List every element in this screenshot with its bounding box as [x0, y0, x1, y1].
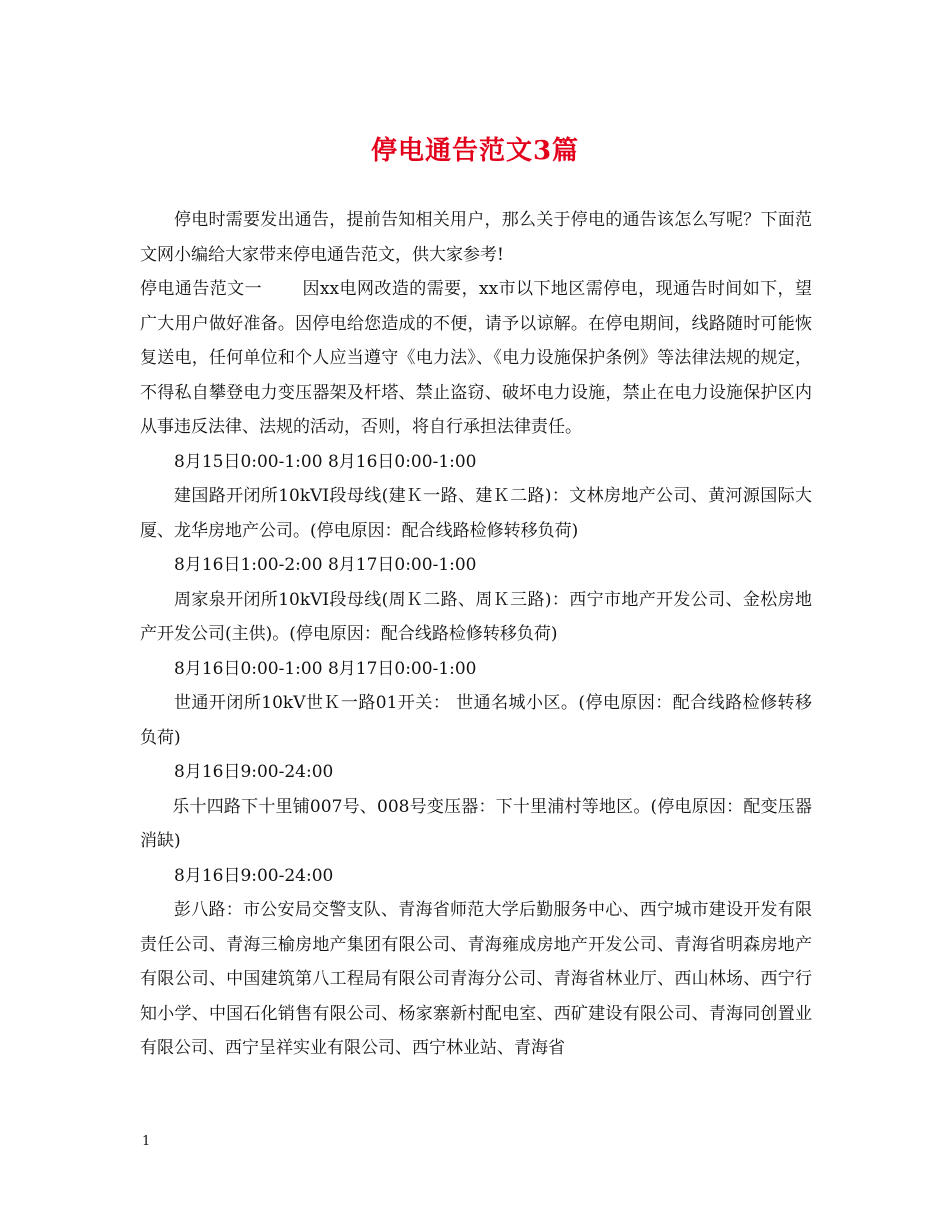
document-title: 停电通告范文3篇 — [370, 136, 580, 166]
page-number: 1 — [142, 1134, 151, 1149]
entry-time: 8月15日0:00-1:00 8月16日0:00-1:00 — [174, 451, 477, 472]
entry-time: 8月16日0:00-1:00 8月17日0:00-1:00 — [174, 658, 477, 679]
document-body — [140, 203, 812, 1066]
section-paragraph — [140, 272, 812, 445]
entry-time: 8月16日9:00-24:00 — [174, 762, 334, 782]
entry-detail: 彭八路：市公安局交警支队、青海省师范大学后勤服务中心、西宁城市建设开发有限责任公司、青海三榆房地产集团有限公司、青海雍成房地产开发公司、青海省明森房地产有限公司、中国建筑第八工程局有限公司青海分公司、青海省林业厅、西山林场、西宁行知小学、中国石化销售有限公司、杨家寨新村配电室、西矿建设有限公司、青海同创置业有限公司、西宁呈祥实业有限公司、西宁林业站、青海省 — [140, 900, 812, 1058]
entry-detail: 建国路开闭所10kVI段母线(建Ｋ一路、建Ｋ二路)：文林房地产公司、黄河源国际大厦、龙华房地产公司。(停电原因：配合线路检修转移负荷) — [140, 486, 812, 541]
entry-time: 8月16日1:00-2:00 8月17日0:00-1:00 — [174, 555, 477, 575]
intro-paragraph: 停电时需要发出通告，提前告知相关用户，那么关于停电的通告该怎么写呢？下面范文网小编给大家带来停电通告范文，供大家参考! — [140, 210, 812, 265]
entry-detail: 周家泉开闭所10kVI段母线(周Ｋ二路、周Ｋ三路)：西宁市地产开发公司、金松房地产开发公司(主供)。(停电原因：配合线路检修转移负荷) — [140, 589, 812, 644]
entry-detail: 世通开闭所10kV世Ｋ一路01开关： 世通名城小区。(停电原因：配合线路检修转移负荷) — [140, 693, 812, 748]
section-body: 因xx电网改造的需要，xx市以下地区需停电，现通告时间如下，望广大用户做好准备。因停电给您造成的不便，请予以谅解。在停电期间，线路随时可能恢复送电，任何单位和个人应当遵守《电力法》、《电力设施保护条例》等法律法规的规定，不得私自攀登电力变压器架及杆塔、禁止盗窃、破坏电力设施，禁止在电力设施保护区内从事违反法律、法规的活动，否则，将自行承担法律责任。 — [140, 279, 812, 437]
entry-time: 8月16日9:00-24:00 — [174, 865, 334, 886]
entry-detail: 乐十四路下十里铺007号、008号变压器：下十里浦村等地区。(停电原因：配变压器消缺) — [140, 796, 812, 851]
section-heading: 停电通告范文一 — [140, 279, 263, 299]
